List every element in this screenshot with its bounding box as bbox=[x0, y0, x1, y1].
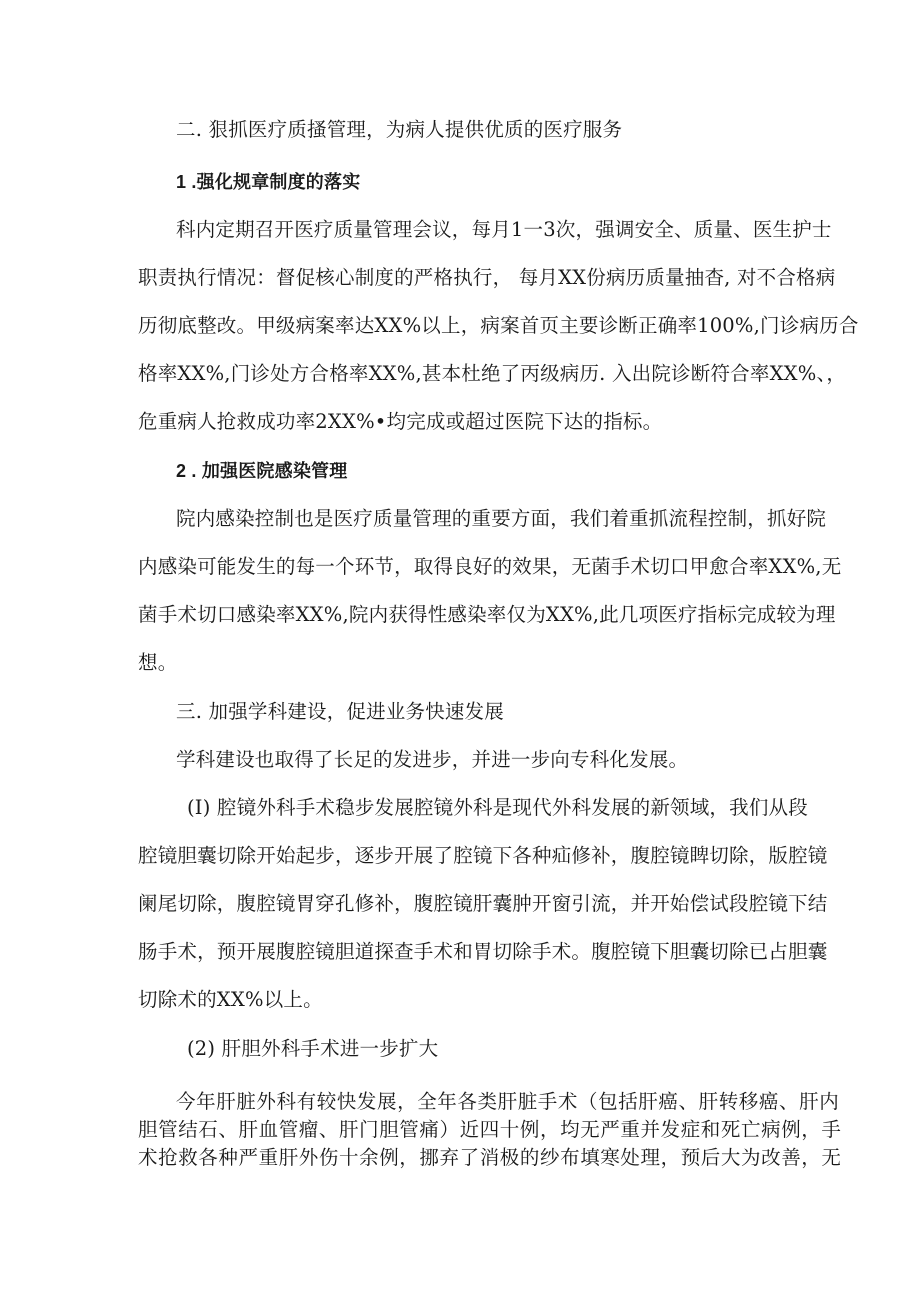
paragraph-line: 菌手术切口感染率XX%,院内获得性感染率仅为XX%,此几项医疗指标完成较为理 bbox=[138, 603, 836, 626]
subsection-heading-2: 2 . 加强医院感染管理 bbox=[176, 461, 348, 481]
paragraph-line: 阑尾切除，腹腔镜胃穿孔修补，腹腔镜肝囊肿开窗引流，并开始偿试段腔镜下结 bbox=[138, 892, 828, 915]
paragraph-line: 内感染可能发生的每一个环节，取得良好的效果，无菌手术切口甲愈合率XX%,无 bbox=[138, 555, 842, 578]
paragraph-line: 格率XX%,门诊处方合格率XX%,甚本杜绝了丙级病历. 入出院诊断符合率XX%、， bbox=[138, 362, 847, 385]
paragraph-line: 术抢救各种严重肝外伤十余例，挪弃了消极的纱布填寒处理，预后大为改善，无 bbox=[138, 1146, 842, 1169]
paragraph-line: 肠手术，预开展腹腔镜胆道探查手术和胃切除手术。腹腔镜下胆囊切除已占胆囊 bbox=[138, 940, 828, 963]
item-heading-1: (I) 腔镜外科手术稳步发展腔镜外科是现代外科发展的新领域，我们从段 bbox=[187, 796, 808, 819]
section-heading-2: 二. 狠抓医疗质搔管理，为病人提供优质的医疗服务 bbox=[176, 118, 623, 141]
paragraph-line: 切除术的XX%以上。 bbox=[138, 988, 323, 1011]
paragraph-line: 想。 bbox=[138, 651, 178, 674]
paragraph-line: 院内感染控制也是医疗质量管理的重要方面，我们着重抓流程控制，抓好院 bbox=[176, 507, 827, 530]
paragraph-line: 职责执行情况：督促核心制度的严格执行， 每月XX份病历质量抽杳, 对不合格病 bbox=[138, 266, 836, 289]
paragraph-line: 历彻底整改。甲级病案率达XX%以上，病案首页主要诊断正确率100%,门诊病历合 bbox=[138, 314, 859, 337]
subsection-heading-1: 1 .强化规章制度的落实 bbox=[176, 172, 361, 192]
section-heading-3: 三. 加强学科建设，促进业务快速发展 bbox=[176, 700, 504, 723]
paragraph-line: 胆管结石、肝血管瘤、肝门胆管痛）近四十例，均无严重并发症和死亡病例，手 bbox=[138, 1118, 842, 1141]
paragraph-line: 危重病人抢救成功率2XX%•均完成或超过医院下达的指标。 bbox=[138, 410, 663, 433]
item-heading-2: (2) 肝胆外科手术进一步扩大 bbox=[187, 1037, 439, 1060]
paragraph-line: 今年肝脏外科有较快发展，全年各类肝脏手术（包括肝癌、肝转移癌、肝内 bbox=[176, 1090, 840, 1113]
paragraph-line: 腔镜胆囊切除开始起步，逐步开展了腔镜下各种疝修补，腹腔镜睥切除，版腔镜 bbox=[138, 844, 828, 867]
paragraph-line: 科内定期召开医疗质量管理会议，每月1一3次，强调安全、质量、医生护士 bbox=[176, 218, 832, 241]
paragraph-line: 学科建设也取得了长足的发进步，并进一步向专科化发展。 bbox=[176, 748, 689, 771]
